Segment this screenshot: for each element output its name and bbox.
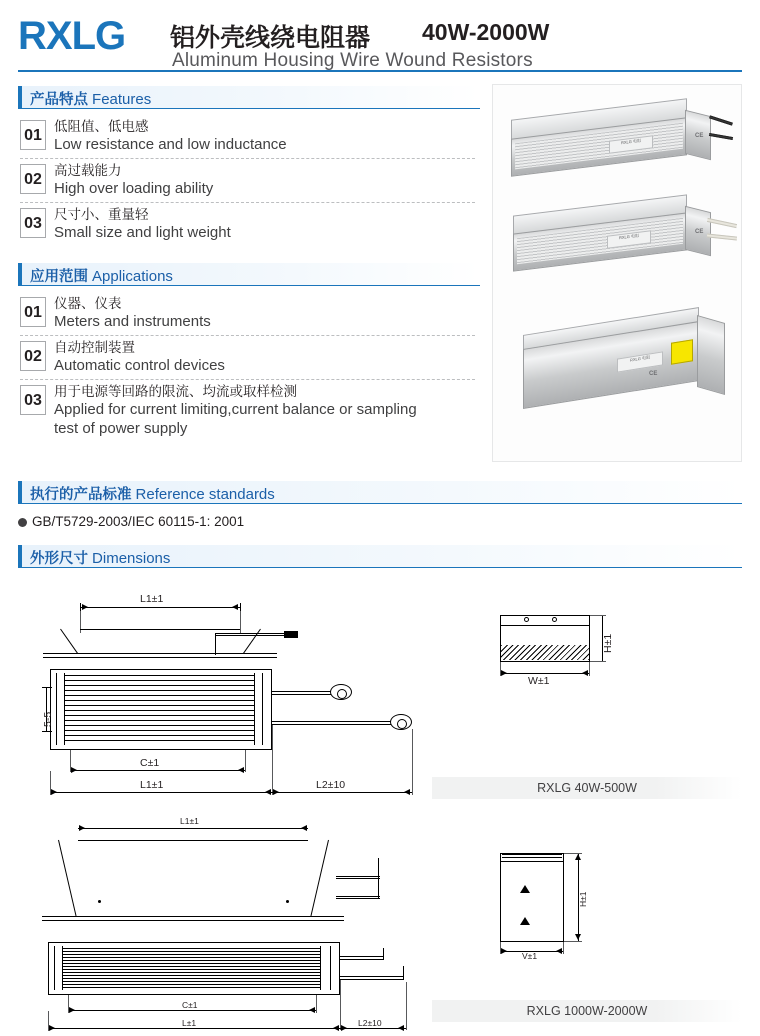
feature-number: 02 [20,164,46,194]
terminal-lug-2 [390,714,412,730]
product-photo-2 [499,191,737,303]
divider [20,158,475,159]
application-text: 用于电源等回路的限流、均流或取样检测 Applied for current limiting,current balance or sampling test of power supply [54,384,417,437]
feature-text: 低阻值、低电感 Low resistance and low inductance [54,119,287,153]
bullet-icon [18,518,27,527]
drawing-top-40w-500w [40,595,460,805]
product-label-sticker: RXLG 电阻 [609,135,653,153]
product-photo-panel [492,84,742,462]
divider [20,335,475,336]
dim-w: W±1 [528,675,550,687]
feature-text: 尺寸小、重量轻 Small size and light weight [54,207,231,241]
drawing-end-1000w-2000w [490,845,670,961]
caption-1000w-2000w: RXLG 1000W-2000W [432,1000,742,1022]
standard-text: GB/T5729-2003/IEC 60115-1: 2001 [32,514,245,529]
dim-l1-top-b: L1±1 [180,816,199,826]
dim-v-b: V±1 [522,951,538,961]
divider [20,202,475,203]
feature-number: 03 [20,208,46,238]
page-title-en: Aluminum Housing Wire Wound Resistors [172,50,533,71]
brand-logo: RXLG [18,14,126,58]
marking-triangle [520,917,530,925]
application-number: 03 [20,385,46,415]
warning-sticker [671,339,693,364]
feature-number: 01 [20,120,46,150]
dim-h: H±1 [602,633,614,653]
caption-40w-500w: RXLG 40W-500W [432,777,742,799]
page-title-cn: 铝外壳线绕电阻器 [170,24,371,52]
ce-mark-1: CE [695,133,704,139]
section-applications-title: 应用范围 Applications [30,268,173,285]
terminal-lug-1 [330,684,352,700]
application-text: 仪器、仪表 Meters and instruments [54,296,211,330]
dim-l2-b: L2±10 [358,1018,382,1028]
drawing-end-40w-500w [490,605,670,687]
section-dimensions-bar [18,545,742,568]
section-features-bar [18,86,480,109]
ce-mark-2: CE [695,229,704,235]
dim-l1-top: L1±1 [140,593,164,605]
section-standards-bar [18,481,742,504]
application-number: 01 [20,297,46,327]
dim-c: C±1 [140,757,160,769]
application-text: 自动控制装置 Automatic control devices [54,340,225,374]
product-photo-1 [499,93,737,205]
divider [20,379,475,380]
mounting-hole [524,617,529,622]
section-standards-title: 执行的产品标准 Reference standards [30,486,275,503]
dim-c-b: C±1 [182,1000,198,1010]
marking-triangle [520,885,530,893]
product-photo-3 [499,297,737,457]
dim-l-b: L±1 [182,1018,197,1028]
mounting-hole [552,617,557,622]
product-label-sticker: RXLG 电阻 [607,230,651,248]
dim-h-b: H±1 [578,891,588,907]
product-label-sticker: RXLG 电阻 [617,351,663,372]
section-features-title: 产品特点 Features [30,91,152,108]
section-dimensions-title: 外形尺寸 Dimensions [30,550,171,567]
dim-l1-bottom: L1±1 [140,779,164,791]
dim-5-5: 5-5 [42,711,54,727]
application-number: 02 [20,341,46,371]
page-header [18,14,742,72]
section-applications-bar [18,263,480,286]
power-range: 40W-2000W [422,19,550,45]
drawing-top-1000w-2000w [40,818,460,1033]
dim-l2: L2±10 [316,779,346,791]
feature-text: 高过载能力 High over loading ability [54,163,214,197]
ce-mark-3: CE [649,371,658,377]
